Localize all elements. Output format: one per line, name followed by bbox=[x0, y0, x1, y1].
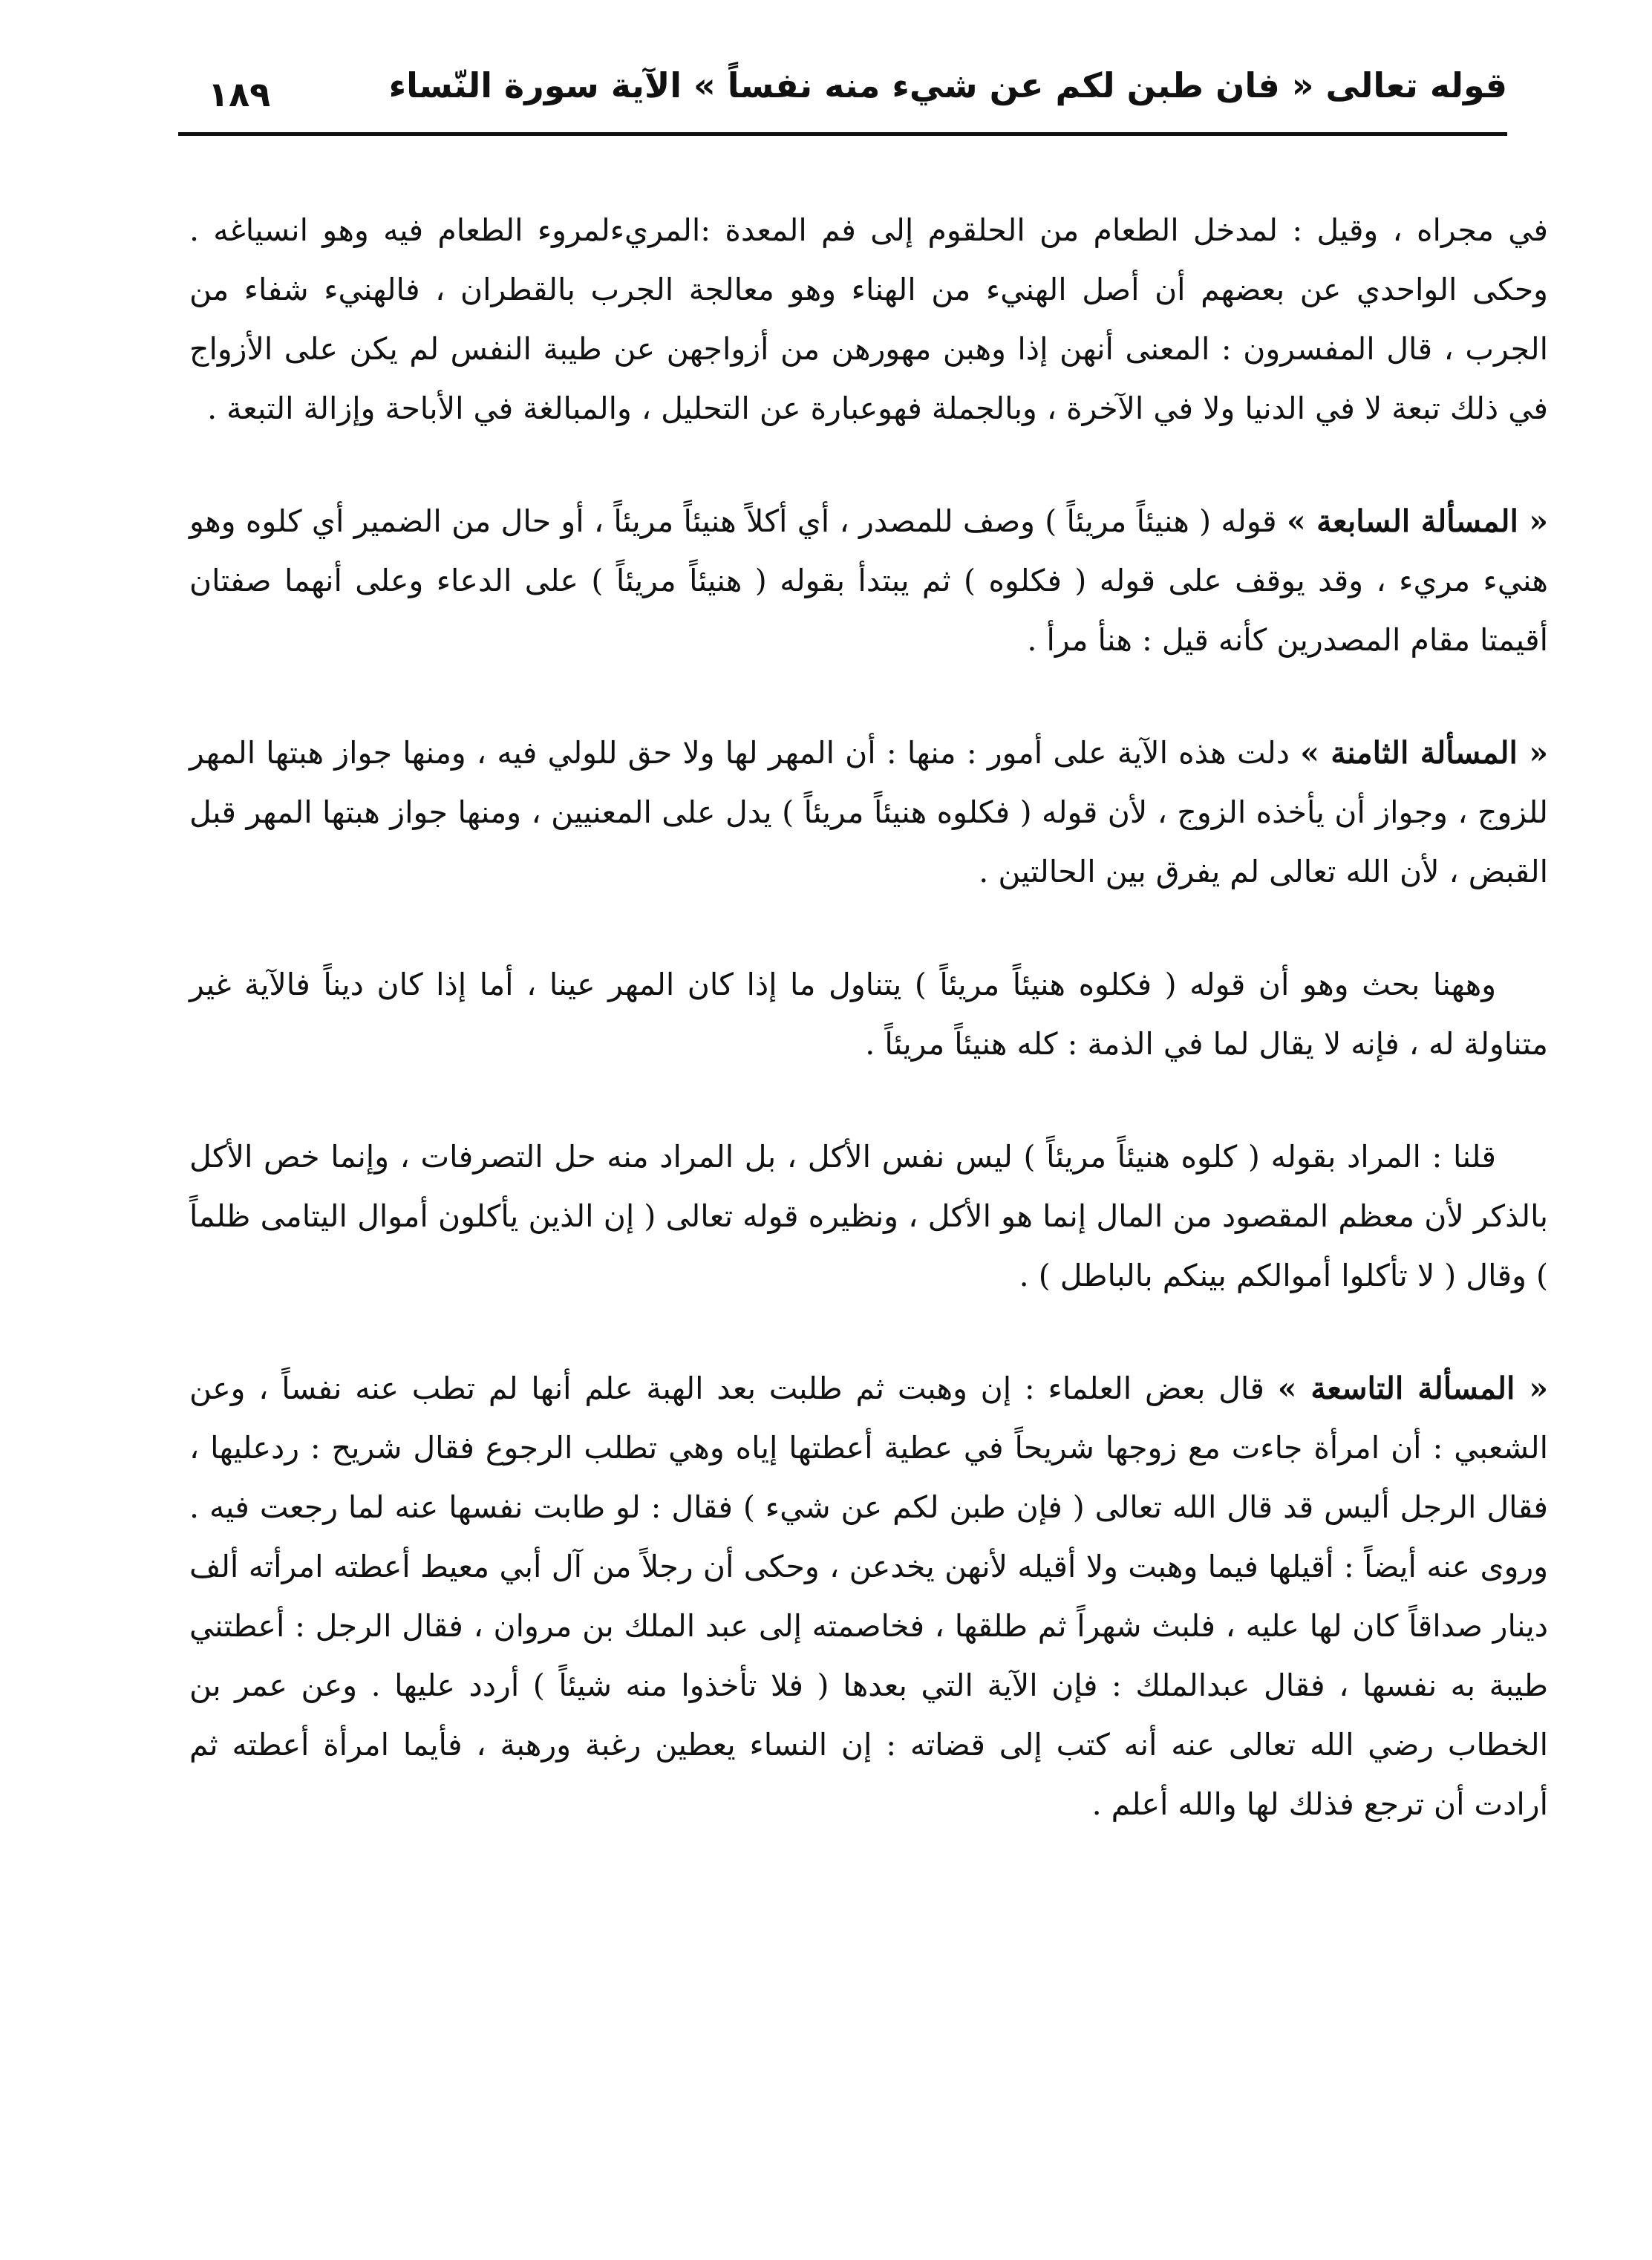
paragraph-text: قوله ( هنيئاً مريئاً ) وصف للمصدر ، أي أكلاً هنيئاً مريئاً ، أو حال من الضمير أي كلوه وهو هنيء مريء ، وقد يوقف على قوله ( فكلوه ) ثم يبتدأ بقوله ( هنيئاً مريئاً ) على الدعاء وعلى أنهما صفتان أقيمتا مقام المصدرين كأنه قيل : هنأ مرأ . bbox=[189, 503, 1548, 658]
header-rule bbox=[178, 132, 1507, 136]
paragraph-text: قال بعض العلماء : إن وهبت ثم طلبت بعد الهبة علم أنها لم تطب عنه نفساً ، وعن الشعبي : أن امرأة جاءت مع زوجها شريحاً في عطية أعطتها إياه وهي تطلب الرجوع فقال شريح : ردعليها ، فقال الرجل أليس قد قال الله تعالى ( فإن طبن لكم عن شيء ) فقال : لو طابت نفسها عنه لما رجعت فيه . وروى عنه أيضاً : أقيلها فيما وهبت ولا أقيله لأنهن يخدعن ، وحكى أن رجلاً من آل أبي معيط أعطته امرأته ألف دينار صداقاً كان لها عليه ، فلبث شهراً ثم طلقها ، فخاصمته إلى عبد الملك بن مروان ، فقال الرجل : أعطتني طيبة به نفسها ، فقال عبدالملك : فإن الآية التي بعدها ( فلا تأخذوا منه شيئاً ) أردد عليها . وعن عمر بن الخطاب رضي الله تعالى عنه أنه كتب إلى قضاته : إن النساء يعطين رغبة ورهبة ، فأيما امرأة أعطته ثم أرادت أن ترجع فذلك لها والله أعلم . bbox=[189, 1371, 1548, 1822]
paragraph-text: وههنا بحث وهو أن قوله ( فكلوه هنيئاً مريئاً ) يتناول ما إذا كان المهر عينا ، أما إذا كان ديناً فالآية غير متناولة له ، فإنه لا يقال لما في الذمة : كله هنيئاً مريئاً . bbox=[189, 967, 1548, 1062]
section-heading: « المسألة الثامنة » bbox=[1300, 735, 1548, 771]
section-heading: « المسألة السابعة » bbox=[1286, 503, 1548, 539]
page-number: ١٨٩ bbox=[208, 74, 271, 114]
paragraph bbox=[189, 491, 1548, 670]
paragraph-text: قلنا : المراد بقوله ( كلوه هنيئاً مريئاً ) ليس نفس الأكل ، بل المراد منه حل التصرفات ، وإنما خص الأكل بالذكر لأن معظم المقصود من المال إنما هو الأكل ، ونظيره قوله تعالى ( إن الذين يأكلون أموال اليتامى ظلماً ) وقال ( لا تأكلوا أموالكم بينكم بالباطل ) . bbox=[189, 1139, 1548, 1293]
paragraph-text: دلت هذه الآية على أمور : منها : أن المهر لها ولا حق للولي فيه ، ومنها جواز هبتها المهر للزوج ، وجواز أن يأخذه الزوج ، لأن قوله ( فكلوه هنيئاً مريئاً ) يدل على المعنيين ، ومنها جواز هبتها المهر قبل القبض ، لأن الله تعالى لم يفرق بين الحالتين . bbox=[189, 735, 1548, 889]
paragraph bbox=[189, 1359, 1548, 1834]
running-title: قوله تعالى « فان طبن لكم عن شيء منه نفساً » الآية سورة النّساء bbox=[388, 65, 1507, 105]
paragraph bbox=[189, 200, 1548, 438]
body-text bbox=[189, 200, 1548, 1834]
paragraph bbox=[189, 955, 1548, 1074]
section-heading: « المسألة التاسعة » bbox=[1277, 1371, 1549, 1406]
paragraph-text: في مجراه ، وقيل : لمدخل الطعام من الحلقوم إلى فم المعدة :المريءلمروء الطعام فيه وهو انسياغه . وحكى الواحدي عن بعضهم أن أصل الهنيء من الهناء وهو معالجة الجرب بالقطران ، فالهنيء شفاء من الجرب ، قال المفسرون : المعنى أنهن إذا وهبن مهورهن من أزواجهن عن طيبة النفس لم يكن على الأزواج في ذلك تبعة لا في الدنيا ولا في الآخرة ، وبالجملة فهوعبارة عن التحليل ، والمبالغة في الأباحة وإزالة التبعة . bbox=[189, 212, 1548, 426]
paragraph bbox=[189, 723, 1548, 901]
paragraph bbox=[189, 1127, 1548, 1305]
page-header bbox=[178, 52, 1507, 141]
